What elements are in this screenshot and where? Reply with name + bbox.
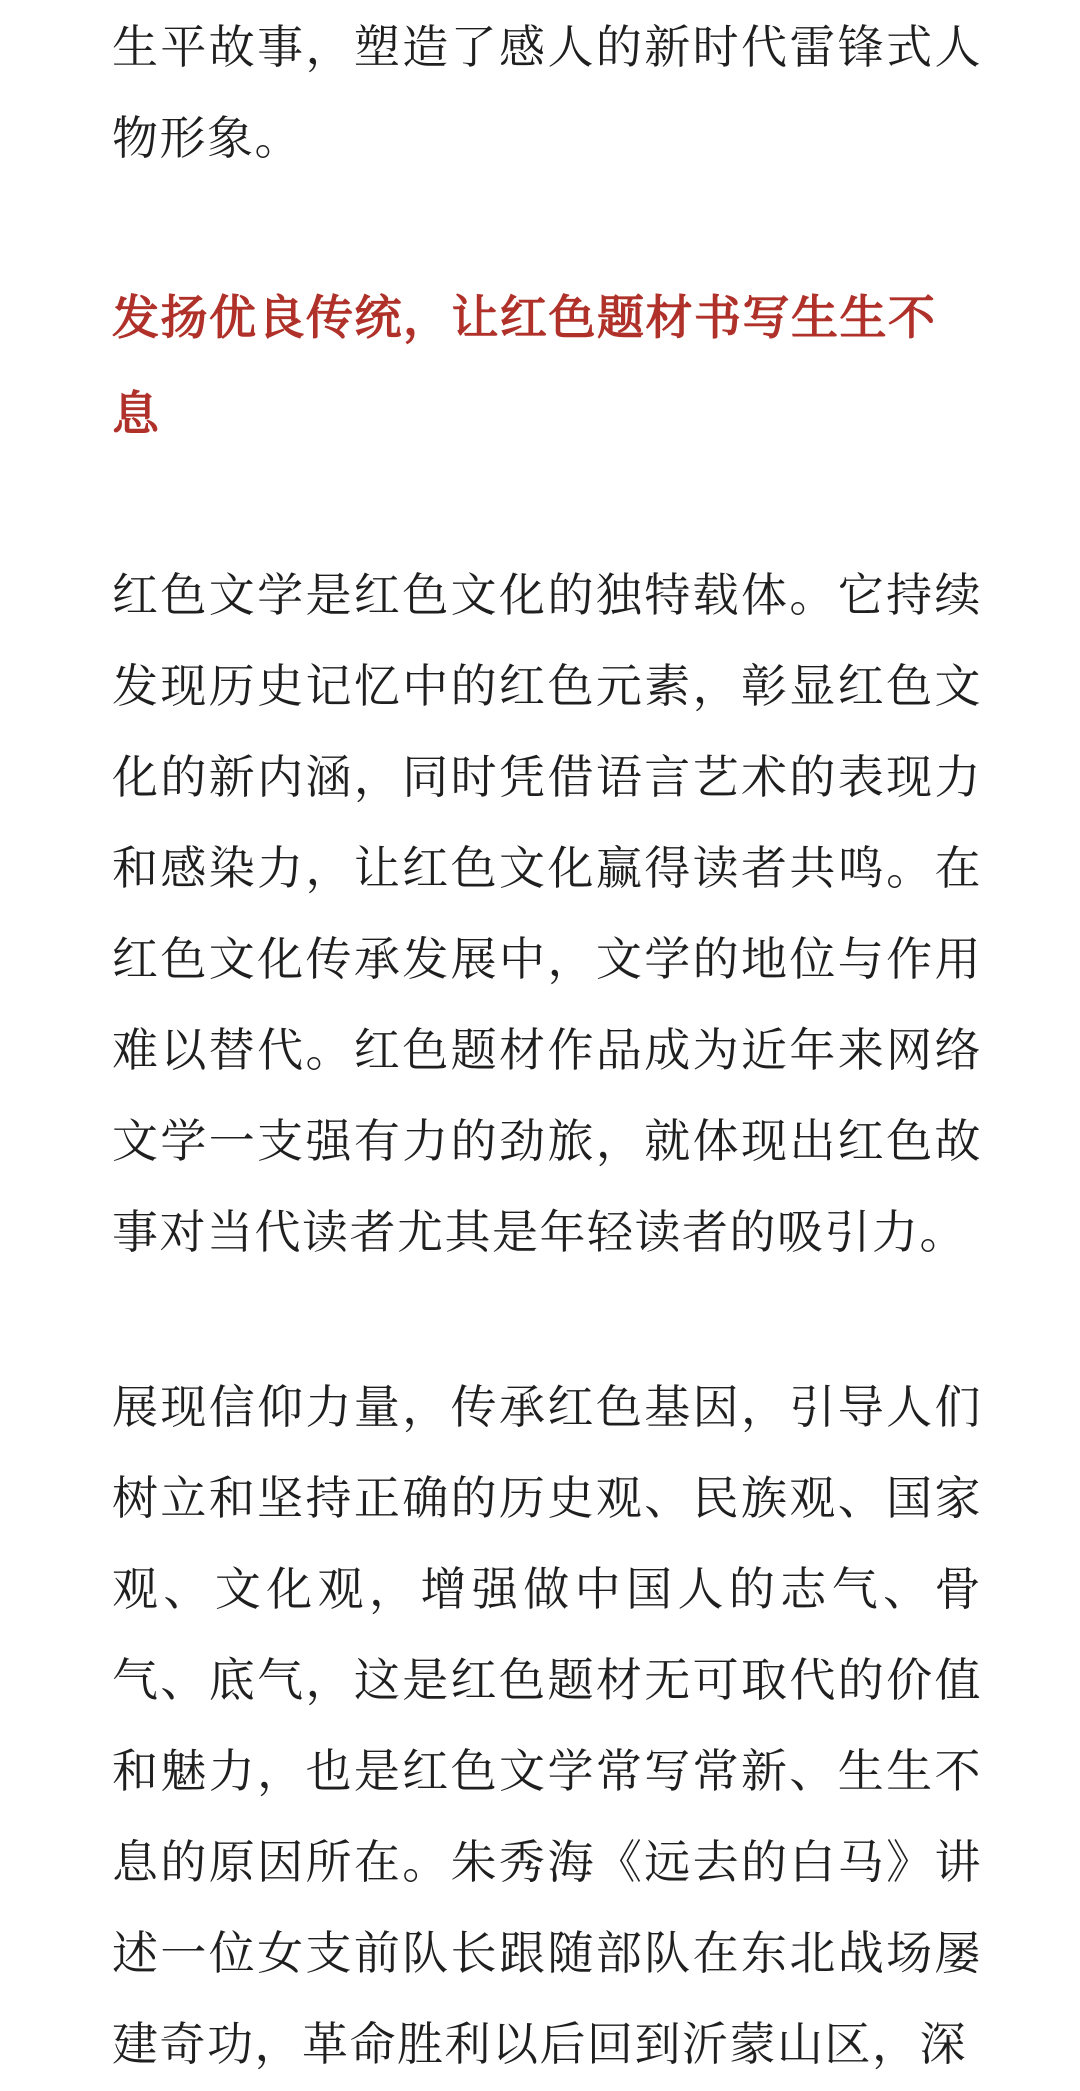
- article-paragraph-1: 红色文学是红色文化的独特载体。它持续发现历史记忆中的红色元素，彰显红色文化的新内涵，同时凭借语言艺术的表现力和感染力，让红色文化赢得读者共鸣。在红色文化传承发展中，文学的地位与作用难以替代。红色题材作品成为近年来网络文学一支强有力的劲旅，就体现出红色故事对当代读者尤其是年轻读者的吸引力。: [112, 568, 982, 1259]
- article-paragraph-2: 展现信仰力量，传承红色基因，引导人们树立和坚持正确的历史观、民族观、国家观、文化观，增强做中国人的志气、骨气、底气，这是红色题材无可取代的价值和魅力，也是红色文学常写常新、生生不息的原因所在。朱秀海《远去的白马》讲述一位女支前队长跟随部队在东北战场屡建奇功，革命胜利以后回到沂蒙山区，深: [112, 1380, 982, 2071]
- article-body: [112, 0, 982, 2090]
- section-heading: 发扬优良传统，让红色题材书写生生不息: [112, 291, 937, 442]
- article-paragraph-intro-tail: 生平故事，塑造了感人的新时代雷锋式人物形象。: [112, 20, 982, 165]
